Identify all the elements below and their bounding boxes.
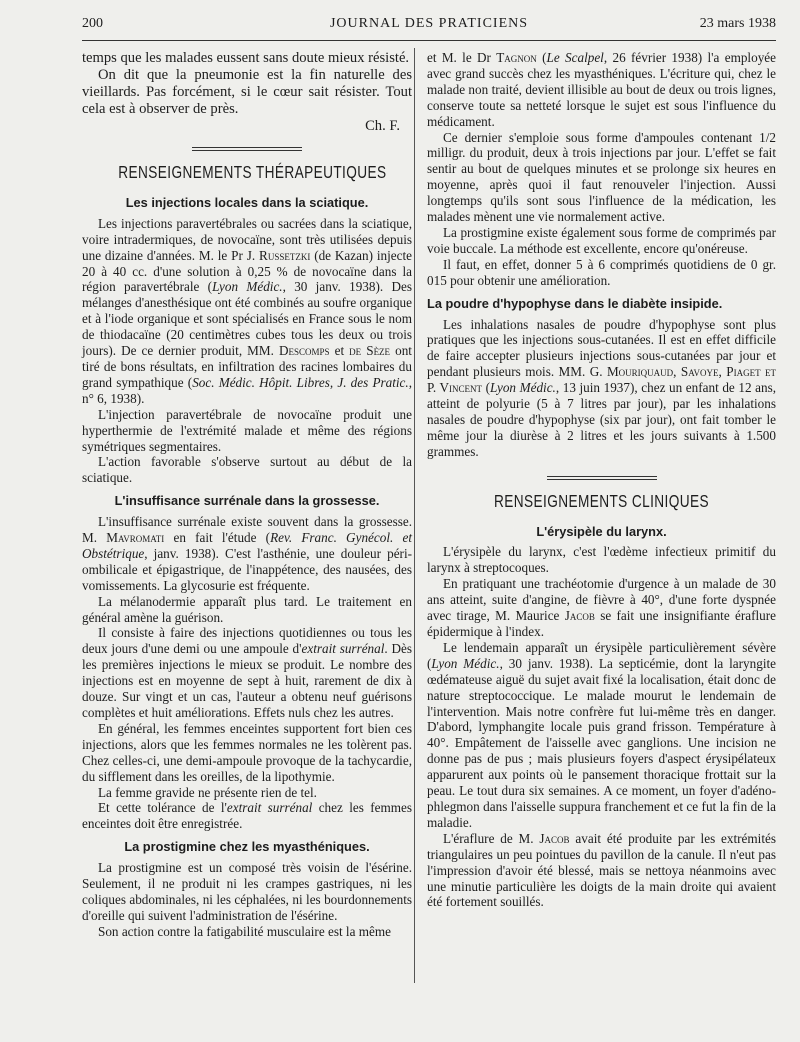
paragraph: Son action contre la fatigabilité musculaire est la même [98,923,391,939]
right-column [427,50,776,910]
paragraph: Et cette tolérance de l'extrait surrénal chez les femmes enceintes doit être enregistrée. [82,800,412,832]
paragraph: Ce dernier s'emploie sous forme d'ampoules contenant 1/2 milligr. du produit, deux à trois injections par jour. L'effet se fait sentir au bout de quelques minutes et se prolonge six heures en moyenne, après quoi il faut renouveler l'injection. Aussi longtemps qu'ils sont sous l'influence de la médication, les malades mènent une vie normalement active. [427,129,776,225]
paragraph: L'érysipèle du larynx, c'est l'œdème infectieux primitif du larynx à streptocoques. [427,544,776,576]
paragraph: L'insuffisance surrénale existe souvent dans la grossesse. M. Mavromati en fait l'étude (Rev. Franc. Gynécol. et Obstétrique, janv. 1938). C'est l'asthénie, une douleur péri-ombilicale et épigastrique, de l'inappétence, des nausées, des vomissements. La glycosurie est fréquente. [82,514,412,593]
paragraph: La mélanodermie apparaît plus tard. Le traitement en général amène la guérison. [82,593,412,625]
subsection-title: L'insuffisance surrénale dans la grossesse. [114,493,380,509]
signature: Ch. F. [365,118,400,134]
paragraph: Il faut, en effet, donner 5 à 6 comprimés quotidiens de 0 gr. 015 pour obtenir une amélioration. [427,256,776,288]
paragraph: En pratiquant une trachéotomie d'urgence à un malade de 30 ans atteint, suite d'angine, de fièvre à 40°, d'une forte dyspnée avec tirage, M. Maurice Jacob se fait une insignifiante éraflure épidermique à l'index. [427,576,777,639]
section-title-clinical: RENSEIGNEMENTS CLINIQUES [494,490,709,511]
section-title-therapeutic: RENSEIGNEMENTS THÉRAPEUTIQUES [118,162,387,182]
subsection-title: L'érysipèle du larynx. [536,523,667,539]
page-number: 200 [82,16,103,31]
column-divider [414,48,415,983]
paragraph: Les injections paravertébrales ou sacrées dans la sciatique, voire intradermiques, de novocaïne, sont très utilisées depuis une dizaine d'années. M. le Pr J. Russetzki (de Kazan) injecte 20 à 40 cc. d'une solution à 0,25 % de novocaïne dans la région paravertébrale (Lyon Médic., 30 janv. 1938). Des mélanges d'anesthésique ont été combinés au soufre organique et à l'iode organique et sont spécialisés en France sous le nom de thiodacaïne (20 centimètres cubes tous les deux ou trois jours). De ce dernier produit, MM. Descomps et de Sèze ont tiré de bons résultats, en infiltration des racines lombaires du grand sympathique (Soc. Médic. Hôpit. Libres, J. des Pratic., n° 6, 1938). [82,215,412,406]
subsection-title: La poudre d'hypophyse dans le diabète insipide. [427,295,723,311]
header-rule [82,40,776,41]
paragraph: Il consiste à faire des injections quotidiennes ou tous les deux jours d'une demi ou une ampoule d'extrait surrénal. Dès les premières injections le mieux se produit. Le nombre des injections est en moyenne de sept à huit, rarement de dix à douze. Sur vingt et un cas, l'auteur a obtenu neuf guérisons complètes et huit améliorations. Effets nuls chez les autres. [82,625,412,720]
section-divider [547,476,657,480]
subsection-title: Les injections locales dans la sciatique. [125,194,369,210]
paragraph: La femme gravide ne présente rien de tel. [98,784,317,800]
paragraph: Le lendemain apparaît un érysipèle particulièrement sévère (Lyon Médic., 30 janv. 1938). La septicémie, dont la laryngite œdémateuse aiguë du sujet avait fixé la localisation, était donc de nature streptococcique. Le malade mourut le lendemain de l'intervention. Mais notre confrère fut lui-même très en danger. D'abord, lymphangite locale puis grand frisson. Température à 40°. Empâtement de l'aisselle avec ganglions. Une incision ne donne pas de pus ; mais plusieurs foyers d'aspect érysipélateux apparurent aux points où le pansement thoracique frottait sur la peau. Le tout dura six semaines. A ce moment, un foyer d'adéno-phlegmon dans l'aisselle suppura franchement et ce fut la fin de la maladie. [427,639,777,830]
paragraph: L'action favorable s'observe surtout au début de la sciatique. [82,454,412,486]
paragraph: et M. le Dr Tagnon (Le Scalpel, 26 février 1938) l'a employée avec grand succès chez les myasthéniques. L'écriture qui, chez le malade non traité, devient illisible au bout de deux ou trois lignes, conserve toute sa netteté lorsque le sujet est sous l'influence du médicament. [427,50,776,129]
left-column [82,50,412,940]
paragraph: La prostigmine est un composé très voisin de l'ésérine. Seulement, il ne produit ni les crampes gastriques, ni les coliques abdominales, ni les céphalées, ni les bourdonnements d'oreille qui suivent l'administration de l'ésérine. [82,860,412,923]
paragraph: L'éraflure de M. Jacob avait été produite par les extrémités triangulaires un peu pointues du pavillon de la canule. Il n'eut pas l'impression d'avoir été blessé, mais se nettoya néanmoins avec une minutie particulière les doigts de la main droite qui avaient été fortement souillés. [427,830,776,910]
paragraph: La prostigmine existe également sous forme de comprimés par voie buccale. La méthode est excellente, encore qu'onéreuse. [427,224,776,256]
issue-date: 23 mars 1938 [699,16,776,31]
paragraph: On dit que la pneumonie est la fin naturelle des vieillards. Pas forcément, si le cœur sait résister. Tout cela est à observer de près. [82,67,412,117]
page-header [82,16,776,38]
subsection-title: La prostigmine chez les myasthéniques. [124,839,370,855]
paragraph: L'injection paravertébrale de novocaïne produit une hyperthermie de l'extrémité malade et même des régions symétriques segmentaires. [82,406,412,454]
paragraph: temps que les malades eussent sans doute mieux résisté. [82,50,410,66]
section-divider [192,147,302,151]
journal-title: JOURNAL DES PRATICIENS [329,16,529,31]
paragraph: Les inhalations nasales de poudre d'hypophyse sont plus pratiques que les injections sous-cutanées. Il est en effet difficile de faire accepter plusieurs injections sous-cutanées par jour et pendant plusieurs mois. MM. G. Mouriquaud, Savoye, Piaget et P. Vincent (Lyon Médic., 13 juin 1937), chez un enfant de 12 ans, atteint de polyurie (5 à 7 litres par jour), par les inhalations nasales de poudre d'hypophyse (six par jour), ont fait tomber le même jour la diurèse à 2 litres et les jours suivants à 1.500 grammes. [427,316,776,459]
paragraph: En général, les femmes enceintes supportent fort bien ces injections, alors que les femmes normales ne les tolèrent pas. Chez celles-ci, une demi-ampoule provoque de la tachycardie, du sifflement dans les oreilles, de la lipothymie. [82,720,412,784]
